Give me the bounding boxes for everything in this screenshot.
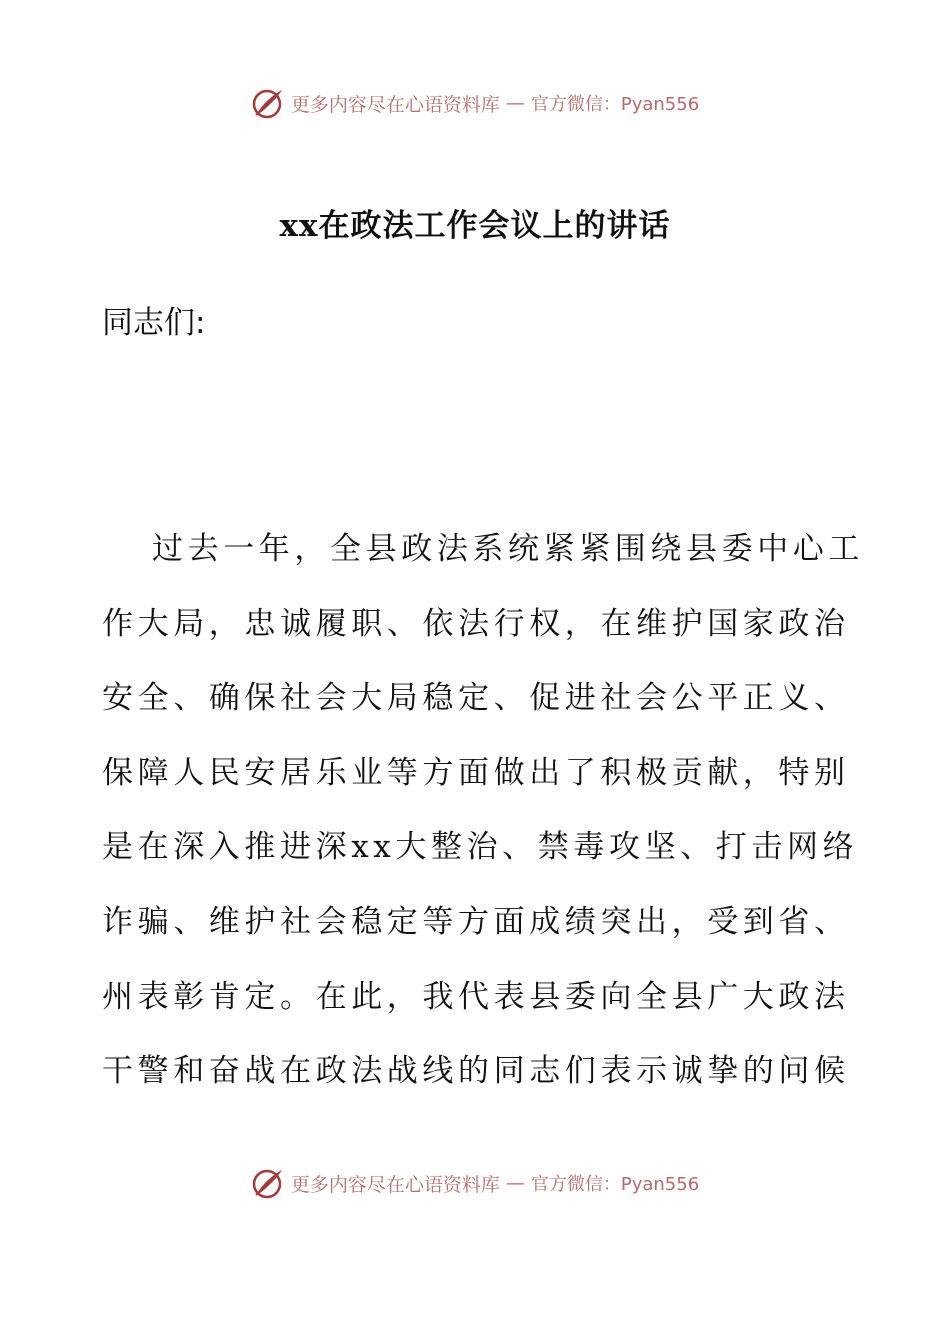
body-paragraph: 过去一年，全县政法系统紧紧围绕县委中心工作大局，忠诚履职、依法行权，在维护国家政治安全、确保社会大局稳定、促进社会公平正义、保障人民安居乐业等方面做出了积极贡献，特别是在深入推进深xx大整治、禁毒攻坚、打击网络诈骗、维护社会稳定等方面成绩突出，受到省、州表彰肯定。在此，我代表县委向全县广大政法干警和奋战在政法战线的同志们表示诚挚的问候	[102, 531, 864, 1090]
banner-separator: —	[505, 1172, 525, 1194]
banner-slogan: 更多内容尽在心语资料库	[290, 1173, 500, 1196]
banner-wechat-id: 官方微信：Pyan556	[530, 94, 700, 115]
banner-separator: —	[505, 92, 525, 114]
quill-pen-logo-icon	[251, 86, 285, 120]
quill-pen-logo-icon	[251, 1166, 285, 1200]
header-banner	[0, 83, 950, 123]
salutation: 同志们:	[102, 305, 206, 341]
document-title: xx在政法工作会议上的讲话	[279, 208, 671, 244]
banner-slogan: 更多内容尽在心语资料库	[290, 93, 500, 116]
footer-banner	[0, 1163, 950, 1203]
banner-wechat-id: 官方微信：Pyan556	[530, 1174, 700, 1195]
